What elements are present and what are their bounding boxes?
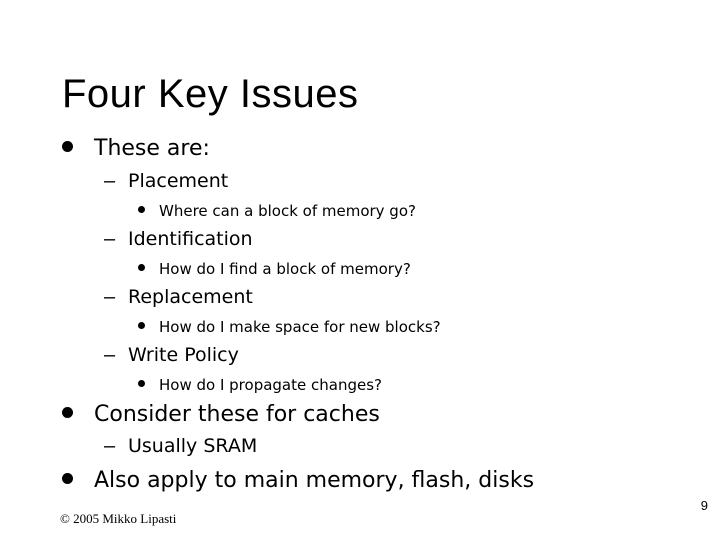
detail-write-policy bbox=[138, 374, 382, 397]
bullet-caches bbox=[62, 399, 380, 430]
sub-item-label: Identification bbox=[128, 228, 253, 250]
bullet-text: Consider these for caches bbox=[94, 402, 380, 427]
bullet-dot-icon bbox=[138, 264, 145, 271]
bullet-dot-icon bbox=[138, 380, 145, 387]
bullet-these-are bbox=[62, 133, 210, 164]
page-number: 9 bbox=[700, 498, 708, 513]
bullet-dot-icon bbox=[138, 322, 145, 329]
bullet-main-memory bbox=[62, 465, 534, 496]
detail-text: How do I make space for new blocks? bbox=[159, 318, 441, 336]
bullet-text: Also apply to main memory, flash, disks bbox=[94, 468, 535, 493]
dash-marker: – bbox=[104, 435, 116, 457]
detail-identification bbox=[138, 258, 411, 281]
dash-marker: – bbox=[104, 286, 116, 308]
sub-item-label: Write Policy bbox=[128, 344, 239, 366]
sub-item-replacement bbox=[104, 284, 253, 310]
detail-placement bbox=[138, 200, 416, 223]
bullet-dot-icon bbox=[138, 206, 145, 213]
footer-copyright: © 2005 Mikko Lipasti bbox=[60, 511, 177, 526]
sub-item-label: Usually SRAM bbox=[128, 435, 258, 457]
bullet-text: These are: bbox=[94, 136, 210, 161]
sub-item-label: Replacement bbox=[128, 286, 253, 308]
sub-item-identification bbox=[104, 226, 253, 252]
slide-title: Four Key Issues bbox=[62, 72, 359, 116]
bullet-dot-icon bbox=[62, 407, 73, 418]
detail-text: Where can a block of memory go? bbox=[159, 202, 416, 220]
detail-replacement bbox=[138, 316, 441, 339]
dash-marker: – bbox=[104, 228, 116, 250]
sub-item-placement bbox=[104, 168, 228, 194]
bullet-dot-icon bbox=[62, 473, 73, 484]
detail-text: How do I find a block of memory? bbox=[159, 260, 411, 278]
bullet-dot-icon bbox=[62, 141, 73, 152]
sub-item-write-policy bbox=[104, 342, 239, 368]
dash-marker: – bbox=[104, 170, 116, 192]
sub-item-sram bbox=[104, 433, 257, 459]
dash-marker: – bbox=[104, 344, 116, 366]
detail-text: How do I propagate changes? bbox=[159, 376, 382, 394]
sub-item-label: Placement bbox=[128, 170, 229, 192]
